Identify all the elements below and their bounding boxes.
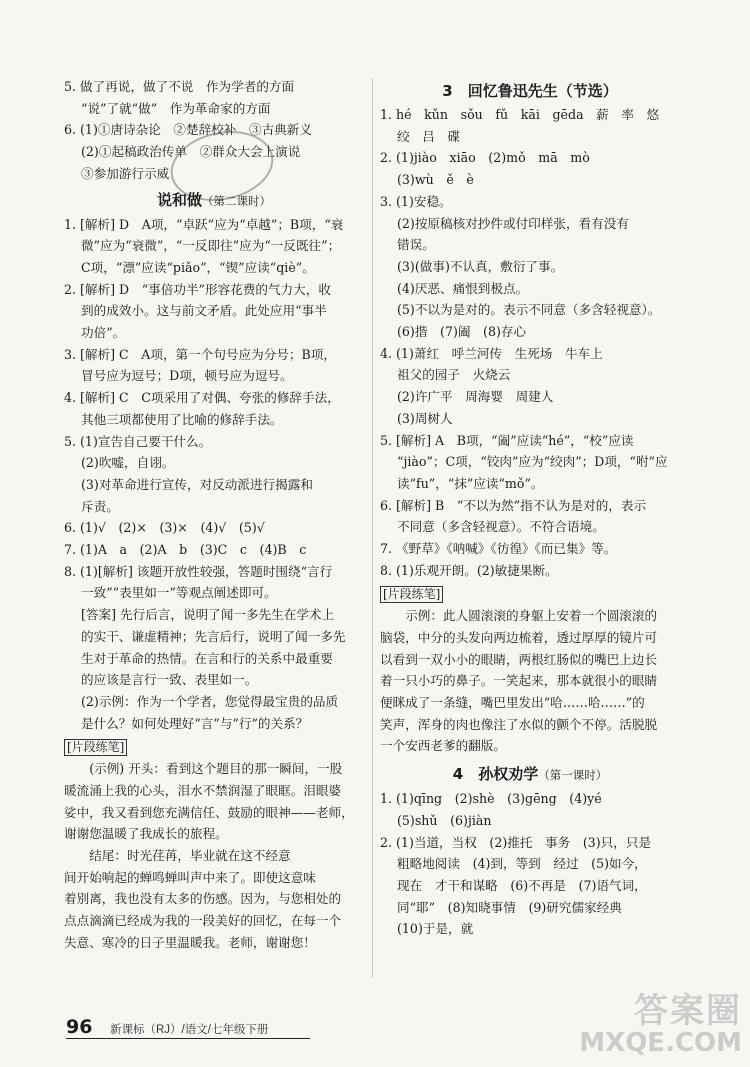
text-line: 暖流涌上我的心头，泪水不禁润湿了眼眶。泪眼婆 xyxy=(64,782,342,798)
column-divider xyxy=(372,78,373,978)
page-number: 96 xyxy=(66,1016,93,1038)
text-line: 着一只小巧的鼻子。一笑起来，那本就很小的眼睛 xyxy=(380,673,658,689)
text-line: 生对于革命的热情。在言和行的关系中最重要 xyxy=(81,650,333,666)
text-line: 6. (1)√ (2)× (3)× (4)√ (5)√ xyxy=(64,520,265,536)
text-line: 1. [解析] D A项，“卓跃”应为“卓越”；B项，“衰 xyxy=(64,216,344,232)
practice-title-right: [片段练笔] xyxy=(380,583,680,605)
practice-title: [片段练笔] xyxy=(64,736,364,758)
text-line: 粗略地阅读 (4)到，等到 经过 (5)如今， xyxy=(397,856,647,872)
text-line: 是什么？如何处理好“言”与“行”的关系？ xyxy=(81,715,309,731)
text-line: 的实干、谦虚精神；先言后行，说明了闻一多先 xyxy=(81,628,346,644)
right-column xyxy=(380,78,680,940)
practice-text-right xyxy=(380,605,680,757)
text-line: (6)揩 (7)阖 (8)存心 xyxy=(397,324,527,340)
text-line: 到的成效小。这与前文矛盾。此处应用“事半 xyxy=(81,303,327,319)
watermark xyxy=(579,993,742,1057)
practice-text xyxy=(64,758,364,953)
text-line: 示例：此人圆滚滚的身躯上安着一个圆滚滚的 xyxy=(405,608,658,624)
text-line: (4)厌恶、痛恨到极点。 xyxy=(397,280,529,296)
text-line: 不同意（多含轻视意）。不符合语境。 xyxy=(397,519,605,535)
text-line: (示例) 开头：看到这个题目的那一瞬间，一股 xyxy=(89,761,343,777)
text-line: 微”应为“衰微”，“一反即往”应为“一反既往”； xyxy=(81,238,341,254)
text-line: (2)示例：作为一个学者，您觉得最宝贵的品质 xyxy=(81,693,339,709)
text-line: 错误。 xyxy=(397,237,435,253)
text-line: (5)不以为是对的。表示不同意（多含轻视意）。 xyxy=(397,302,661,318)
text-line: 1. hé kǔn sǒu fǔ kāi gēda 薪 率 悠 xyxy=(380,107,660,122)
text-line: 间开始响起的蝉鸣蝉叫声中来了。即使这意味 xyxy=(64,869,316,885)
text-line: 着别离，我也没有太多的伤感。因为，与您相处的 xyxy=(64,891,342,907)
text-line: 8. (1)乐观开朗。(2)敏捷果断。 xyxy=(380,562,558,578)
page-footer xyxy=(66,1016,310,1039)
text-line: 4. (1)萧红 呼兰河传 生死场 牛车上 xyxy=(380,345,603,361)
text-line: 以看到一双小小的眼睛，两根红肠似的嘴巴上边长 xyxy=(380,651,658,667)
text-line: 便眯成了一条缝，嘴巴里发出“哈……哈……”的 xyxy=(380,694,645,710)
book-label: 新课标（RJ）/语文/七年级下册 xyxy=(110,1024,269,1036)
text-line: (3)周树人 xyxy=(397,410,453,426)
text-line: 其他三项都使用了比喻的修辞手法。 xyxy=(81,411,283,427)
text-line: 功倍”。 xyxy=(81,325,126,341)
text-line: (10)于是，就 xyxy=(397,921,474,937)
text-line: 2. [解析] D “事倍功半”形容花费的气力大，收 xyxy=(64,281,331,297)
text-line: 7. (1)A a (2)A b (3)C c (4)B c xyxy=(64,542,307,558)
text-line: 冒号应为逗号；D项，顿号应为逗号。 xyxy=(81,368,293,384)
text-line: 一个安西老爹的翻版。 xyxy=(380,738,506,754)
text-line: 脑袋，中分的头发向两边梳着，透过厚厚的镜片可 xyxy=(380,629,658,645)
text-line: C项，“漂”应读“piǎo”，“锲”应读“qiè”。 xyxy=(81,259,315,275)
text-line: [答案] 先行后言，说明了闻一多先生在学术上 xyxy=(81,607,335,623)
text-line: 5. 做了再说，做了不说 作为学者的方面 xyxy=(64,79,295,94)
text-line: 6. (1)①唐诗杂论 ②楚辞校补 ③古典新义 xyxy=(64,122,312,138)
text-line: (2)①起稿政治传单 ②群众大会上演说 xyxy=(81,144,301,160)
lesson-4-title: 4 孙权劝学（第一课时） xyxy=(452,765,608,784)
text-line: 5. (1)宣告自己要干什么。 xyxy=(64,433,212,449)
text-line: 斥责。 xyxy=(81,498,119,514)
text-line: 2. (1)jiào xiāo (2)mǒ mā mò xyxy=(380,150,590,166)
text-line: 2. (1)当道，当权 (2)推托 事务 (3)只，只是 xyxy=(380,834,652,850)
text-line: 娑中，我又看到您充满信任、鼓励的眼神——老师， xyxy=(64,804,354,820)
text-line: 同“耶” (8)知晓事情 (9)研究儒家经典 xyxy=(397,899,622,915)
text-line: 现在 才干和谋略 (6)不再是 (7)语气词， xyxy=(397,877,647,893)
text-line: 的应该是言行一致、表里如一。 xyxy=(81,672,258,688)
text-line: 6. [解析] B “不以为然”指不认为是对的，表示 xyxy=(380,497,647,513)
text-line: 7. 《野草》《呐喊》《彷徨》《而已集》等。 xyxy=(380,541,617,557)
text-line: ③参加游行示威 xyxy=(81,165,170,181)
text-line: (2)许广平 周海婴 周建人 xyxy=(397,389,554,405)
text-line: (3)wù ě è xyxy=(397,172,474,188)
text-line: (5)shǔ (6)jiàn xyxy=(397,812,492,828)
text-line: (3)对革命进行宣传，对反动派进行揭露和 xyxy=(81,476,313,492)
answers-lesson-4 xyxy=(380,788,680,940)
text-line: 笑声，浑身的肉也像注了水似的颤个不停。活脱脱 xyxy=(380,716,658,732)
text-line: 3. [解析] C A项，第一个句号应为分号；B项， xyxy=(64,346,336,362)
text-line: 1. (1)qīng (2)shè (3)gēng (4)yé xyxy=(380,791,602,807)
text-line: 点点滴滴已经成为我的一段美好的回忆，在每一个 xyxy=(64,913,342,929)
text-line: “说”了就“做” 作为革命家的方面 xyxy=(81,100,271,116)
text-line: 绞 吕 碟 xyxy=(397,128,460,144)
text-line: 5. [解析] A B项，“阖”应读“hé”，“校”应读 xyxy=(380,432,634,448)
text-line: 结尾：时光荏苒，毕业就在这不经意 xyxy=(89,847,291,863)
text-line: 失意、寒冷的日子里温暖我。老师，谢谢您！ xyxy=(64,934,316,950)
watermark-logo: 答案圈 xyxy=(634,991,742,1031)
answers-part-2 xyxy=(64,214,364,735)
text-line: 4. [解析] C C项采用了对偶、夸张的修辞手法， xyxy=(64,390,340,406)
text-line: 8. (1)[解析] 该题开放性较强，答题时围绕“言行 xyxy=(64,563,333,579)
section-title: 说和做（第二课时） xyxy=(156,190,271,209)
text-line: “jiào”；C项，“铰肉”应为“绞肉”；D项，“咐”应 xyxy=(397,454,668,470)
text-line: 3. (1)安稳。 xyxy=(380,193,452,209)
text-line: 谢谢您温暖了我成长的旅程。 xyxy=(64,826,228,842)
lesson-3-title: 3 回忆鲁迅先生（节选） xyxy=(442,82,618,100)
text-line: 一致”“表里如一”等观点阐述即可。 xyxy=(81,585,277,601)
text-line: (2)按原稿核对抄件或付印样张，看有没有 xyxy=(397,215,629,231)
watermark-url: MXQE.COM xyxy=(579,1028,742,1058)
answers-lesson-3 xyxy=(380,104,680,581)
text-line: (3)(做事)不认真，敷衍了事。 xyxy=(397,258,564,274)
left-column xyxy=(64,76,364,953)
text-line: 读“fu”，“抹”应读“mǒ”。 xyxy=(397,475,544,491)
text-line: (2)吹嘘，自诩。 xyxy=(81,455,175,471)
text-line: 祖父的园子 火烧云 xyxy=(397,367,511,383)
